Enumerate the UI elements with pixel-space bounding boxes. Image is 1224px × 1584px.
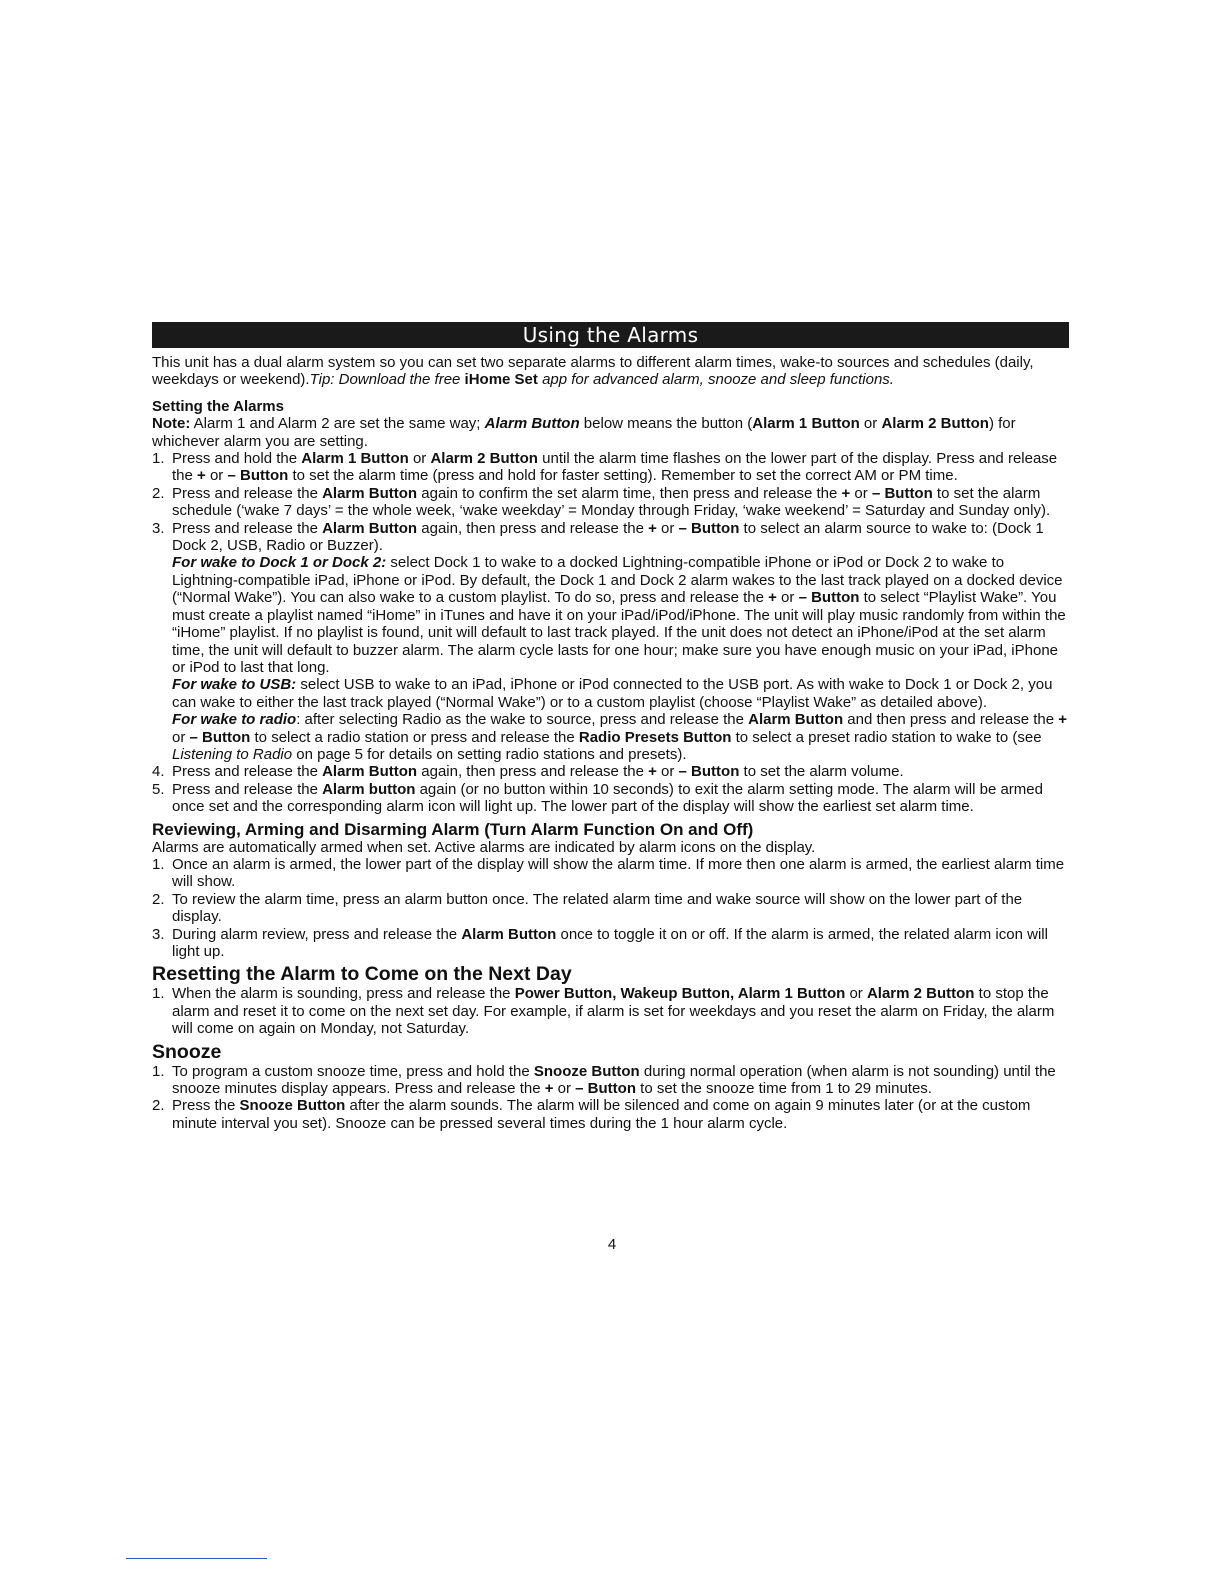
setting-step-3 <box>152 520 1069 764</box>
s3-plus: + <box>648 519 657 537</box>
s5-a: Press and release the <box>172 780 323 798</box>
r3-a: During alarm review, press and release the <box>172 925 462 943</box>
s3-c: or <box>656 519 679 537</box>
setting-heading: Setting the Alarms <box>152 397 284 415</box>
step-number: 1. <box>152 1062 165 1080</box>
tip-label: Tip: <box>309 371 335 389</box>
usb-label: For wake to USB: <box>172 676 297 694</box>
r1-text: Once an alarm is armed, the lower part of the display will show the alarm time. If more then one alarm is armed, the earliest alarm time will show. <box>172 855 1065 891</box>
reviewing-step-3 <box>152 926 1069 961</box>
step-number: 2. <box>152 890 165 908</box>
sn1-plus: + <box>544 1080 554 1098</box>
radio-b1: Alarm Button <box>748 711 844 729</box>
rs-comma1: , <box>612 985 621 1003</box>
r2-text: To review the alarm time, press an alarm button once. The related alarm time and wake source will show on the lower part of the display. <box>172 890 1023 926</box>
radio-c: to select a radio station or press and release the <box>250 728 579 746</box>
step-number: 2. <box>152 484 165 502</box>
reviewing-steps <box>152 856 1069 960</box>
s4-d: to set the alarm volume. <box>739 763 904 781</box>
radio-a: : after selecting Radio as the wake to source, press and release the <box>296 711 749 729</box>
snooze-step-2 <box>152 1097 1069 1132</box>
s5-b1: Alarm button <box>322 780 416 798</box>
snooze-step-1 <box>152 1063 1069 1098</box>
s1-b2: Alarm 2 Button <box>430 450 538 468</box>
radio-or: or <box>172 728 190 746</box>
setting-step-2 <box>152 485 1069 520</box>
reviewing-heading: Reviewing, Arming and Disarming Alarm (Turn Alarm Function On and Off) <box>152 819 754 839</box>
s4-b: again, then press and release the <box>417 763 649 781</box>
note-b2: Alarm 2 Button <box>881 415 989 433</box>
snooze-steps <box>152 1063 1069 1133</box>
step-number: 3. <box>152 519 165 537</box>
tip-app-name: iHome Set <box>464 371 538 389</box>
section-title-banner: Using the Alarms <box>152 322 1069 348</box>
sn1-c: or <box>553 1080 576 1098</box>
s2-a: Press and release the <box>172 484 323 502</box>
s1-minus: – Button <box>227 467 289 485</box>
dock-b: to select “Playlist Wake”. You must create a playlist named “iHome” in iTunes and have it on your iPad/iPod/iPhone. The unit will play music randomly from within the “iHome” playlist. If no playlist is found, unit will default to last track played. If the unit does not detect an iPhone/iPod at the set alarm time, the unit will default to buzzer alarm. The alarm cycle lasts for one hour; make sure you have enough music on your iPad, iPhone or iPod to last that long. <box>172 589 1066 676</box>
r3-b1: Alarm Button <box>461 925 557 943</box>
intro-paragraph <box>152 354 1069 389</box>
wake-dock-paragraph <box>172 554 1069 676</box>
rs-b2: Wakeup Button <box>620 985 730 1003</box>
resetting-steps <box>152 985 1069 1037</box>
radio-ref: Listening to Radio <box>172 745 293 763</box>
radio-plus: + <box>1058 711 1068 729</box>
s2-minus: – Button <box>871 484 933 502</box>
reviewing-intro: Alarms are automatically armed when set. Active alarms are indicated by alarm icons on the display. <box>152 838 816 856</box>
usb-text: select USB to wake to an iPad, iPhone or iPod connected to the USB port. As with wake to Dock 1 or Dock 2, you can wake to either the last track played (“Normal Wake”) or to a custom playlist (choose “Playlist Wake” as detailed above). <box>172 676 1053 711</box>
sn2-a: Press the <box>172 1097 240 1115</box>
step-number: 2. <box>152 1097 165 1115</box>
snooze-heading: Snooze <box>152 1040 222 1063</box>
sn1-b: during normal operation (when alarm is not sounding) until the snooze minutes display appears. Press and release the <box>172 1062 1056 1098</box>
s1-c: until the alarm time flashes on the lower part of the display. Press and release the <box>172 450 1058 485</box>
sn2-b: after the alarm sounds. The alarm will be silenced and come on again 9 minutes later (or at the custom minute interval you set). Snooze can be pressed several times during the 1 hour alarm cycle. <box>172 1097 1031 1132</box>
note-post: ) for whichever alarm you are setting. <box>152 415 1016 450</box>
s2-b1: Alarm Button <box>322 484 418 502</box>
radio-b: and then press and release the <box>843 711 1059 729</box>
s4-c: or <box>656 763 679 781</box>
radio-presets: Radio Presets Button <box>578 728 732 746</box>
step-number: 3. <box>152 925 165 943</box>
note-pre: Alarm 1 and Alarm 2 are set the same way; <box>190 415 485 433</box>
step-number: 1. <box>152 450 165 468</box>
sn1-minus: – Button <box>575 1080 636 1098</box>
s3-a: Press and release the <box>172 519 323 537</box>
radio-label: For wake to radio <box>172 711 297 729</box>
rs-b: to stop the alarm and reset it to come on the next set day. For example, if alarm is set for weekdays and you reset the alarm on Friday, the alarm will come on again on Monday, not Saturday. <box>172 985 1055 1038</box>
dock-or: or <box>776 589 799 607</box>
dock-label: For wake to Dock 1 or Dock 2: <box>172 554 387 572</box>
s1-e: to set the alarm time (press and hold for faster setting). Remember to set the correct AM or PM time. <box>288 467 958 485</box>
tip-pre: Download the free <box>334 371 465 389</box>
s1-b1: Alarm 1 Button <box>301 450 409 468</box>
s5-b: again (or no button within 10 seconds) to exit the alarm setting mode. The alarm will be armed once set and the corresponding alarm icon will light up. The lower part of the display will show the earliest set alarm time. <box>172 780 1043 816</box>
wake-radio-paragraph <box>172 711 1069 763</box>
note-or: or <box>859 415 882 433</box>
reviewing-step-2 <box>152 891 1069 926</box>
setting-step-5 <box>152 781 1069 816</box>
dock-plus: + <box>768 589 777 607</box>
rs-a: When the alarm is sounding, press and release the <box>172 985 515 1003</box>
s2-c: or <box>850 484 872 502</box>
s4-minus: – Button <box>678 763 740 781</box>
rs-comma2: , <box>729 985 738 1003</box>
sn1-a: To program a custom snooze time, press and hold the <box>172 1062 534 1080</box>
step-number: 1. <box>152 985 165 1003</box>
radio-d: to select a preset radio station to wake to (see <box>731 728 1042 746</box>
dock-minus: – Button <box>798 589 860 607</box>
s4-plus: + <box>648 763 657 781</box>
setting-step-4 <box>152 763 1069 780</box>
setting-steps <box>152 450 1069 816</box>
rs-b3: Alarm 1 Button <box>737 985 846 1003</box>
note-b1: Alarm 1 Button <box>752 415 860 433</box>
resetting-step-1 <box>152 985 1069 1037</box>
r3-b: once to toggle it on or off. If the alarm is armed, the related alarm icon will light up. <box>172 925 1048 960</box>
sn2-b1: Snooze Button <box>239 1097 346 1115</box>
s1-b: or <box>408 450 431 468</box>
footnote-rule <box>126 1558 267 1559</box>
setting-note <box>152 415 1069 450</box>
rs-b1: Power Button <box>514 985 613 1003</box>
s2-plus: + <box>841 484 851 502</box>
s3-b1: Alarm Button <box>322 519 418 537</box>
sn1-d: to set the snooze time from 1 to 29 minutes. <box>636 1080 932 1098</box>
s1-plus: + <box>197 467 206 485</box>
rs-or: or <box>845 985 867 1003</box>
note-label: Note: <box>152 415 191 433</box>
dock-a: select Dock 1 to wake to a docked Lightning-compatible iPhone or iPod or Dock 2 to wake to Lightning-compatible iPad, iPhone or iPod. By default, the Dock 1 and Dock 2 alarm wakes to the last track played on a docked device (“Normal Wake”). You can also wake to a custom playlist. To do so, press and release the <box>172 554 1063 607</box>
note-mid: below means the button ( <box>579 415 753 433</box>
reviewing-step-1 <box>152 856 1069 891</box>
tip-post: app for advanced alarm, snooze and sleep functions. <box>537 371 894 389</box>
note-alarm-button: Alarm Button <box>484 415 580 433</box>
step-number: 1. <box>152 855 165 873</box>
radio-e: on page 5 for details on setting radio stations and presets). <box>292 745 687 763</box>
step-number: 5. <box>152 780 165 798</box>
s3-b: again, then press and release the <box>417 519 649 537</box>
manual-page <box>152 322 1069 1132</box>
s1-a: Press and hold the <box>172 450 302 468</box>
intro-text: This unit has a dual alarm system so you can set two separate alarms to different alarm times, wake-to sources and schedules (daily, weekdays or weekend). <box>152 354 1034 389</box>
rs-b4: Alarm 2 Button <box>866 985 975 1003</box>
sn1-b1: Snooze Button <box>533 1062 640 1080</box>
step-number: 4. <box>152 763 165 781</box>
s2-d: to set the alarm schedule (‘wake 7 days’ = the whole week, ‘wake weekday’ = Monday through Friday, ‘wake weekend’ = Saturday and Sunday only). <box>172 484 1051 520</box>
page-number: 4 <box>607 1236 617 1253</box>
s4-a: Press and release the <box>172 763 323 781</box>
s3-d: to select an alarm source to wake to: (Dock 1 Dock 2, USB, Radio or Buzzer). <box>172 519 1044 555</box>
radio-minus: – Button <box>189 728 251 746</box>
setting-step-1 <box>152 450 1069 485</box>
wake-usb-paragraph <box>172 676 1069 711</box>
s4-b1: Alarm Button <box>322 763 418 781</box>
s1-d: or <box>205 467 228 485</box>
s3-minus: – Button <box>678 519 740 537</box>
resetting-heading: Resetting the Alarm to Come on the Next Day <box>152 963 572 986</box>
s2-b: again to confirm the set alarm time, then press and release the <box>417 484 842 502</box>
